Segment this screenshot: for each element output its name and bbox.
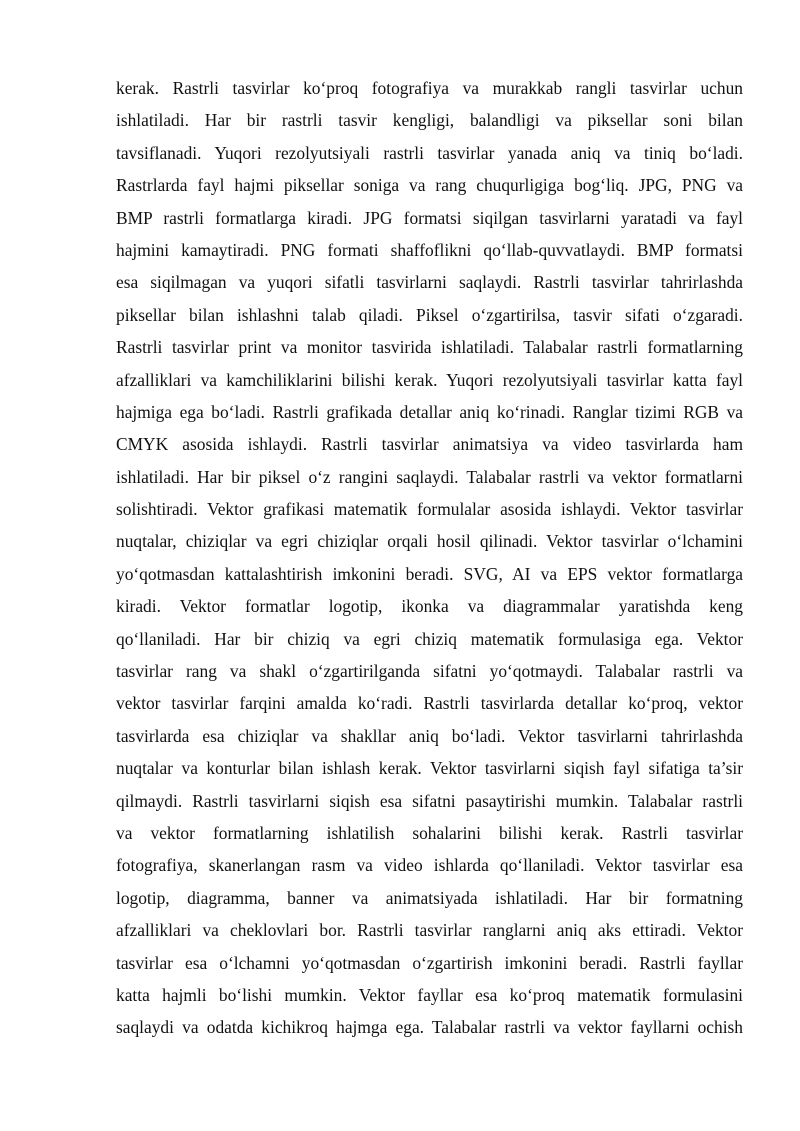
text-line: tasvirlarda esa chiziqlar va shakllar aniq bo‘ladi. Vektor tasvirlarni tahrirlashda [116,725,743,746]
text-line: katta hajmli bo‘lishi mumkin. Vektor fayllar esa ko‘proq matematik formulasini [116,984,743,1005]
text-line: vektor tasvirlar farqini amalda ko‘radi. Rastrli tasvirlarda detallar ko‘proq, vektor [116,693,743,714]
text-line: afzalliklari va kamchiliklarini bilishi kerak. Yuqori rezolyutsiyali tasvirlar katta fayl [116,369,743,390]
text-line: afzalliklari va cheklovlari bor. Rastrli tasvirlar ranglarni aniq aks ettiradi. Vektor [116,920,743,941]
text-line: nuqtalar, chiziqlar va egri chiziqlar orqali hosil qilinadi. Vektor tasvirlar o‘lchamini [116,531,743,552]
text-line: tavsiflanadi. Yuqori rezolyutsiyali rastrli tasvirlar yanada aniq va tiniq bo‘ladi. [116,142,743,163]
text-line: esa siqilmagan va yuqori sifatli tasvirlarni saqlaydi. Rastrli tasvirlar tahrirlashda [116,272,743,293]
body-paragraph [116,72,743,1044]
text-line: kerak. Rastrli tasvirlar ko‘proq fotografiya va murakkab rangli tasvirlar uchun [116,78,743,98]
text-line: fotografiya, skanerlangan rasm va video ishlarda qo‘llaniladi. Vektor tasvirlar esa [116,855,743,876]
text-line: ishlatiladi. Har bir rastrli tasvir kengligi, balandligi va piksellar soni bilan [116,110,743,131]
text-line: hajmini kamaytiradi. PNG formati shaffoflikni qo‘llab-quvvatlaydi. BMP formatsi [116,239,743,260]
text-line: kiradi. Vektor formatlar logotip, ikonka va diagrammalar yaratishda keng [116,596,743,617]
text-line: logotip, diagramma, banner va animatsiyada ishlatiladi. Har bir formatning [116,887,743,908]
text-line: solishtiradi. Vektor grafikasi matematik formulalar asosida ishlaydi. Vektor tasvirlar [116,499,743,520]
text-line: tasvirlar rang va shakl o‘zgartirilganda sifatni yo‘qotmaydi. Talabalar rastrli va [116,661,743,682]
text-line: va vektor formatlarning ishlatilish sohalarini bilishi kerak. Rastrli tasvirlar [116,822,743,843]
text-line: Rastrlarda fayl hajmi piksellar soniga va rang chuqurligiga bog‘liq. JPG, PNG va [116,175,743,196]
text-line: nuqtalar va konturlar bilan ishlash kerak. Vektor tasvirlarni siqish fayl sifatiga ta’sir [116,758,743,779]
text-line: qo‘llaniladi. Har bir chiziq va egri chiziq matematik formulasiga ega. Vektor [116,628,743,649]
text-line: piksellar bilan ishlashni talab qiladi. Piksel o‘zgartirilsa, tasvir sifati o‘zgaradi. [116,304,743,325]
text-line: BMP rastrli formatlarga kiradi. JPG formatsi siqilgan tasvirlarni yaratadi va fayl [116,207,743,228]
text-line: CMYK asosida ishlaydi. Rastrli tasvirlar animatsiya va video tasvirlarda ham [116,434,743,455]
text-line: hajmiga ega bo‘ladi. Rastrli grafikada detallar aniq ko‘rinadi. Ranglar tizimi RGB va [116,401,743,422]
text-line: ishlatiladi. Har bir piksel o‘z rangini saqlaydi. Talabalar rastrli va vektor formatlarni [116,466,743,487]
text-line: tasvirlar esa o‘lchamni yo‘qotmasdan o‘zgartirish imkonini beradi. Rastrli fayllar [116,952,743,973]
text-line: Rastrli tasvirlar print va monitor tasvirida ishlatiladi. Talabalar rastrli formatlarning [116,337,743,358]
text-line: saqlaydi va odatda kichikroq hajmga ega. Talabalar rastrli va vektor fayllarni ochish [116,1017,743,1038]
text-line: qilmaydi. Rastrli tasvirlarni siqish esa sifatni pasaytirishi mumkin. Talabalar rastrli [116,790,743,811]
text-line: yo‘qotmasdan kattalashtirish imkonini beradi. SVG, AI va EPS vektor formatlarga [116,563,743,584]
